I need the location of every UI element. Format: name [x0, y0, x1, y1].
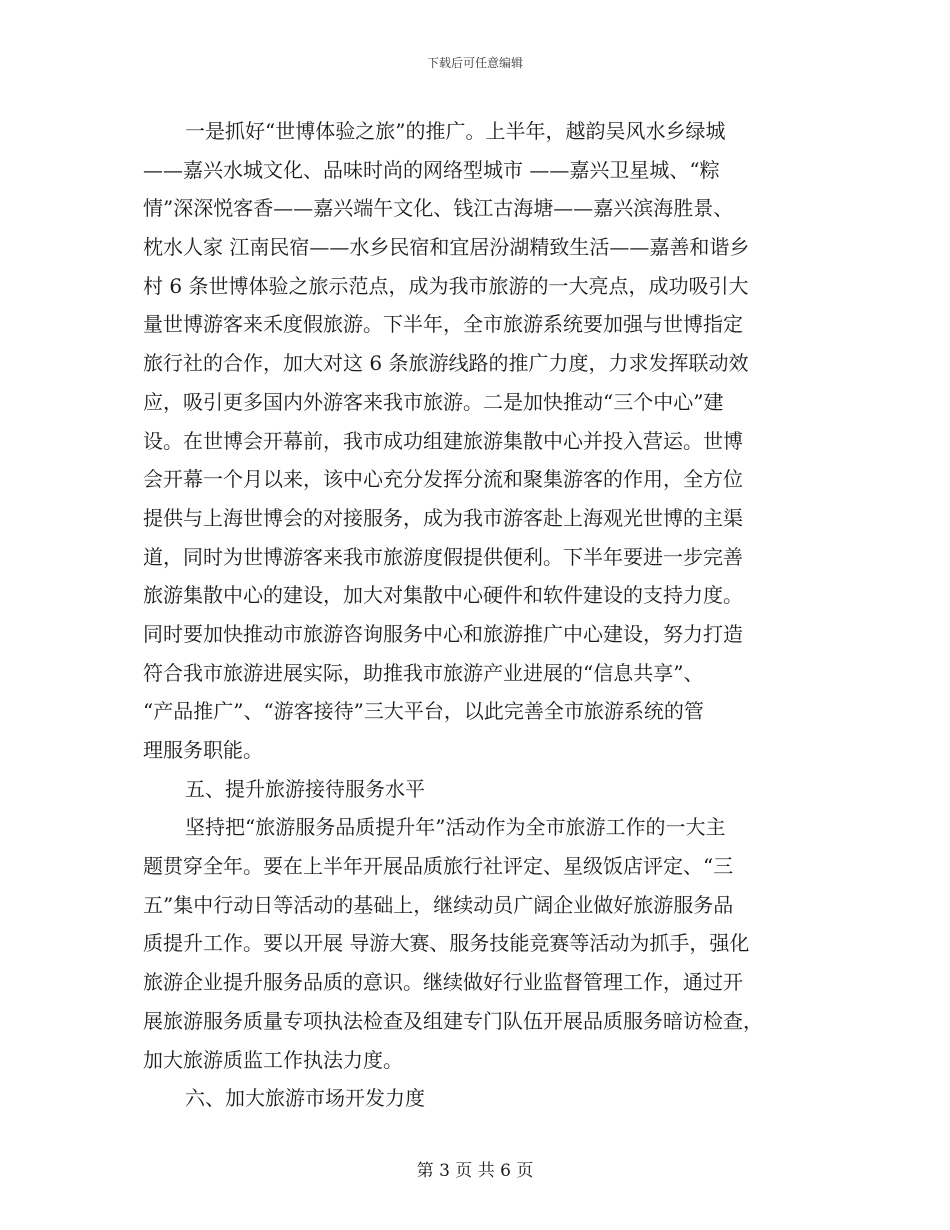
paragraph-line: 会开幕一个月以来，该中心充分发挥分流和聚集游客的作用，全方位: [143, 467, 743, 492]
paragraph-line: 同时要加快推动市旅游咨询服务中心和旅游推广中心建设，努力打造: [143, 621, 743, 646]
paragraph-line: 题贯穿全年。要在上半年开展品质旅行社评定、星级饭店评定、“三: [143, 854, 734, 879]
paragraph-line: 理服务职能。: [143, 738, 263, 762]
paragraph-line: 符合我市旅游进展实际，助推我市旅游产业进展的“信息共享”、: [143, 660, 704, 685]
paragraph-line: 五”集中行动日等活动的基础上，继续动员广阔企业做好旅游服务品: [143, 892, 734, 917]
paragraph-line: ——嘉兴水城文化、品味时尚的网络型城市 ——嘉兴卫星城、“粽: [143, 157, 720, 182]
paragraph-line: 一是抓好“世博体验之旅”的推广。上半年，越韵吴风水乡绿城: [185, 119, 726, 143]
paragraph-line: 村 6 条世博体验之旅示范点，成为我市旅游的一大亮点，成功吸引大: [143, 273, 749, 298]
paragraph-line: 质提升工作。要以开展 导游大赛、服务技能竞赛等活动为抓手，强化: [143, 931, 750, 956]
paragraph-line: “产品推广”、“游客接待”三大平台，以此完善全市旅游系统的管: [143, 699, 704, 724]
section-heading: 六、加大旅游市场开发力度: [185, 1086, 425, 1111]
paragraph-line: 应，吸引更多国内外游客来我市旅游。二是加快推动“三个中心”建: [143, 389, 724, 414]
paragraph-line: 旅游企业提升服务品质的意识。继续做好行业监督管理工作，通过开: [143, 970, 743, 995]
paragraph-line: 量世博游客来禾度假旅游。下半年，全市旅游系统要加强与世博指定: [143, 312, 743, 337]
section-heading: 五、提升旅游接待服务水平: [185, 776, 425, 801]
paragraph-line: 坚持把“旅游服务品质提升年”活动作为全市旅游工作的一大主: [185, 815, 726, 840]
paragraph-line: 加大旅游质监工作执法力度。: [143, 1047, 403, 1072]
paragraph-line: 提供与上海世博会的对接服务，成为我市游客赴上海观光世博的主渠: [143, 505, 743, 530]
header-note: 下载后可任意编辑: [426, 56, 523, 70]
page-number-footer: 第 3 页 共 6 页: [416, 1161, 534, 1181]
paragraph-line: 展旅游服务质量专项执法检查及组建专门队伍开展品质服务暗访检查，: [143, 1008, 763, 1033]
paragraph-line: 情”深深悦客香——嘉兴端午文化、钱江古海塘——嘉兴滨海胜景、: [143, 196, 734, 221]
paragraph-line: 道，同时为世博游客来我市旅游度假提供便利。下半年要进一步完善: [143, 544, 743, 569]
paragraph-line: 枕水人家 江南民宿——水乡民宿和宜居汾湖精致生活——嘉善和谐乡: [143, 235, 750, 260]
paragraph-line: 旅游集散中心的建设，加大对集散中心硬件和软件建设的支持力度。: [143, 583, 743, 608]
document-body: [143, 112, 805, 1118]
paragraph-line: 设。在世博会开幕前，我市成功组建旅游集散中心并投入营运。世博: [143, 428, 743, 453]
paragraph-line: 旅行社的合作，加大对这 6 条旅游线路的推广力度，力求发挥联动效: [143, 351, 749, 376]
